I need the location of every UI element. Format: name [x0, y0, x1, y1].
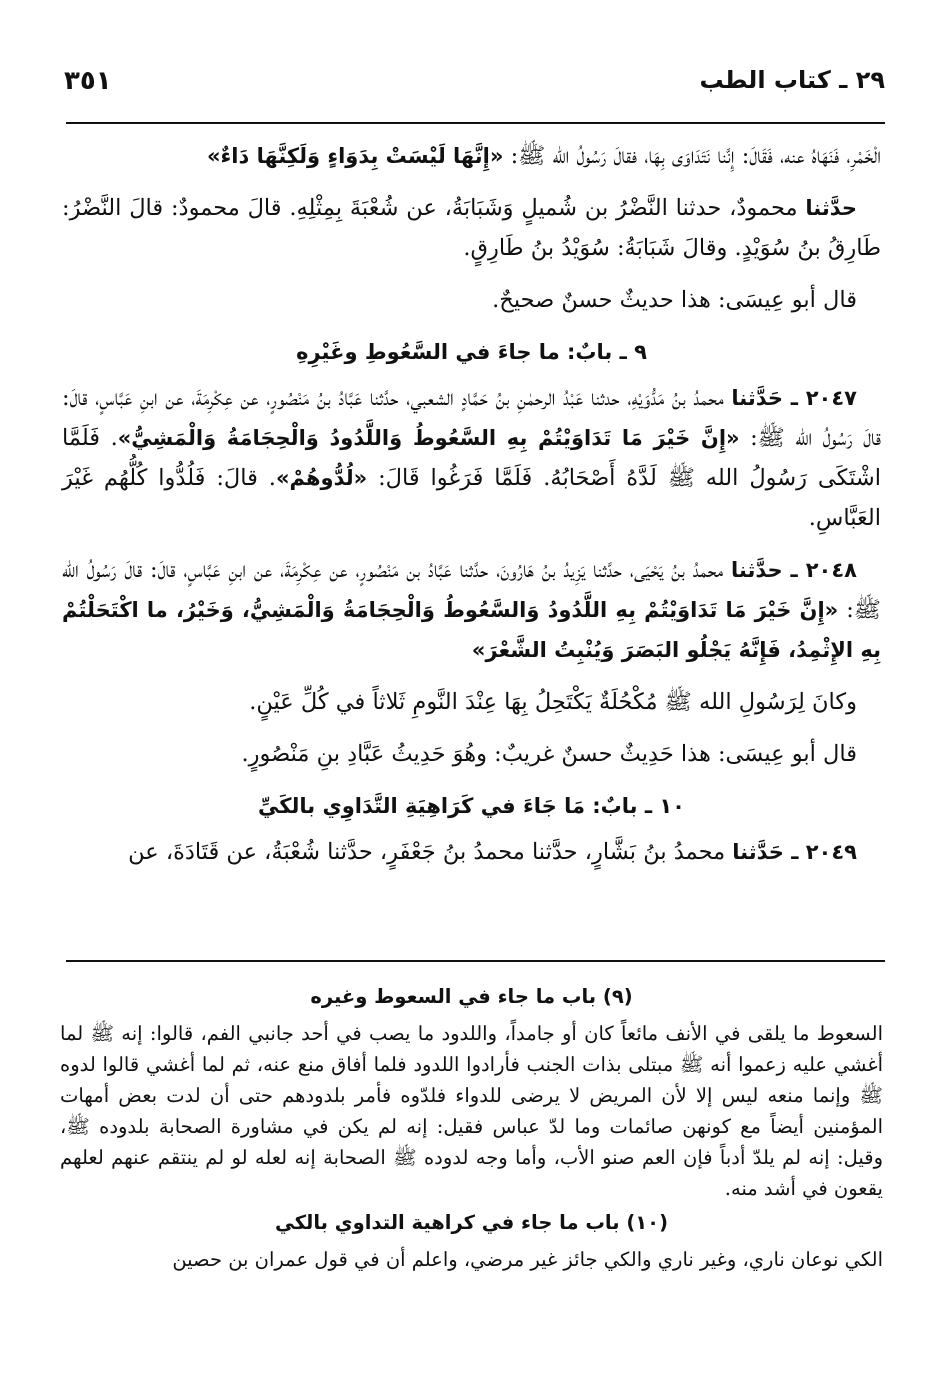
- page-header: [64, 66, 885, 102]
- commentary-notes: [60, 978, 883, 1275]
- hadith-2048: [62, 550, 881, 670]
- hadith-2047-text-2: . فَلَمَّا اشْتَكَى رَسُولُ الله ﷺ لَدَّهُ أَصْحَابُهُ. فَلَمَّا فَرَغُوا قَالَ:: [62, 425, 881, 491]
- footnote-rule: [66, 960, 885, 962]
- hadith-2047-text: محمدُ بنُ مَدُّوَيْهِ، حدثنا عَبْدُ الرحمٰنِ بنُ حَمَّادٍ الشعبي، حدَّثنا عَبَّادُ بنُ مَنْصُورٍ، عن عِكْرِمَةَ، عن ابنِ عَبَّاسٍ، قالَ: قالَ رَسُولُ الله ﷺ:: [62, 385, 881, 451]
- note-9-title: (٩) باب ما جاء في السعوط وغيره: [310, 985, 633, 1008]
- hadith-2048-text: محمدُ بنُ يَحْيَى، حدَّثنا يَزِيدُ بنُ هَارُونَ، حدَّثنا عَبَّادُ بن مَنْصُورٍ، عن عِكْرِمَةَ، عن ابنِ عَبَّاسٍ، قالَ: قالَ رَسُولُ الله ﷺ:: [62, 557, 881, 623]
- chapter-heading-10: ١٠ ـ بابٌ: مَا جَاءَ في كَرَاهِيَةِ التَّدَاوِي بالكَيِّ: [258, 794, 685, 818]
- hadith-2048-paragraph-3: [62, 734, 881, 774]
- paragraph-2-text: محمودٌ، حدثنا النَّضْرُ بن شُميلٍ وَشَبَابَةُ، عن شُعْبَةَ بِمِثْلِهِ. قالَ محمودٌ: قالَ النَّضْرُ: طَارِقُ بنُ سُوَيْدٍ. وقالَ شَبَابَةُ: سُوَيْدُ بنُ طَارِقٍ.: [62, 195, 881, 261]
- note-9-text: السعوط ما يلقى في الأنف مائعاً كان أو جامداً، واللدود ما يصب في أحد جانبي الفم، قالوا: إنه ﷺ لما أغشي عليه زعموا أنه ﷺ مبتلى بذات الجنب فأرادوا اللدود فلما أفاق منع عنه، ثم لما أغشي قالوا لدوه ﷺ وإنما منعه ليس إلا لأن المريض لا يرضى للدواء فلدّوه فأمر بلدودهم حتى أن لدت بعض أمهات المؤمنين أيضاً مع كونهن صائمات وما لدّ عباس فقيل: إنه لم يكن في مشاورة الصحابة بلدوده ﷺ، وقيل: إنه لم يلدّ أدباً فإن العم صنو الأب، وأما وجه لدوده ﷺ الصحابة إنه لعله لو لم ينتقم عنهم لعلهم يقعون في أشد منه.: [60, 1022, 883, 1200]
- paragraph-3: [62, 280, 881, 320]
- paragraph-1-text: الْخَمْرِ، فَنَهَاهُ عنه، فَقَالَ: إِنَّنا نَتَدَاوَى بِهَا، فقالَ رَسُولُ الله ﷺ:: [503, 143, 881, 169]
- note-10-text: الكي نوعان ناري، وغير ناري والكي جائز غير مرضي، واعلم أن في قول عمران بن حصين: [172, 1248, 883, 1271]
- hadith-2047-text-3: . قالَ: فَلُدُّوا كُلُّهُم غَيْرَ العَبَّاسِ.: [62, 465, 881, 531]
- hadith-2049-lead: ٢٠٤٩ ـ حَدَّثنا: [732, 840, 857, 864]
- paragraph-1: [62, 136, 881, 176]
- page-number: ٣٥١: [64, 66, 112, 96]
- main-text: [62, 136, 881, 884]
- hadith-2048-quote: «إِنَّ خَيْرَ مَا تَدَاوَيْتُمْ بِهِ اللَّدُودُ وَالسَّعُوطُ وَالْحِجَامَةُ وَالْمَشِيُّ، وَخَيْرُ، ما اكْتَحَلْتُمْ بِهِ الإِثْمِدُ، فَإِنَّهُ يَجْلُو البَصَرَ وَيُنْبِتُ الشَّعْرَ»: [62, 598, 881, 662]
- hadith-2047: [62, 378, 881, 538]
- hadith-2048-p3-text: قال أبو عِيسَى: هذا حَدِيثٌ حسنٌ غريبٌ: وهُوَ حَدِيثُ عَبَّادِ بنِ مَنْصُورٍ.: [241, 741, 857, 767]
- hadith-2049-text: محمدُ بنُ بَشَّارٍ، حدَّثنا محمدُ بنُ جَعْفَرٍ، حدَّثنا شُعْبَةُ، عن قَتَادَةَ، عن: [128, 839, 733, 865]
- header-rule: [66, 122, 885, 124]
- hadith-2048-p2-text: وكانَ لِرَسُولِ الله ﷺ مُكْحُلَةٌ يَكْتَحِلُ بِهَا عِنْدَ النَّومِ ثَلاثاً في كُلِّ عَيْنٍ.: [249, 689, 857, 715]
- hadith-2047-quote-1: «إِنَّ خَيْرَ مَا تَدَاوَيْتُمْ بِهِ السَّعُوطُ وَاللَّدُودُ وَالْحِجَامَةُ وَالْمَشِيُّ»: [117, 426, 740, 450]
- hadith-2048-paragraph-2: [62, 682, 881, 722]
- note-10-title: (١٠) باب ما جاء في كراهية التداوي بالكي: [274, 1211, 669, 1234]
- hadith-2048-lead: ٢٠٤٨ ـ حدَّثنا: [730, 558, 857, 582]
- hadith-2049: [62, 832, 881, 872]
- hadith-lead: حدَّثنا: [805, 196, 857, 220]
- paragraph-2: [62, 188, 881, 268]
- hadith-quote: «إِنَّهَا لَيْسَتْ بِدَوَاءٍ وَلَكِنَّهَا دَاءٌ»: [206, 144, 504, 168]
- chapter-heading-9: ٩ ـ بابٌ: ما جاءَ في السَّعُوطِ وغَيْرِهِ: [296, 340, 647, 364]
- hadith-2047-lead: ٢٠٤٧ ـ حَدَّثنا: [731, 386, 857, 410]
- paragraph-3-text: قال أبو عِيسَى: هذا حديثٌ حسنٌ صحيحٌ.: [492, 287, 857, 313]
- chapter-title: ٢٩ ـ كتاب الطب: [699, 66, 885, 94]
- hadith-2047-quote-2: «لُدُّوهُمْ»: [275, 466, 368, 490]
